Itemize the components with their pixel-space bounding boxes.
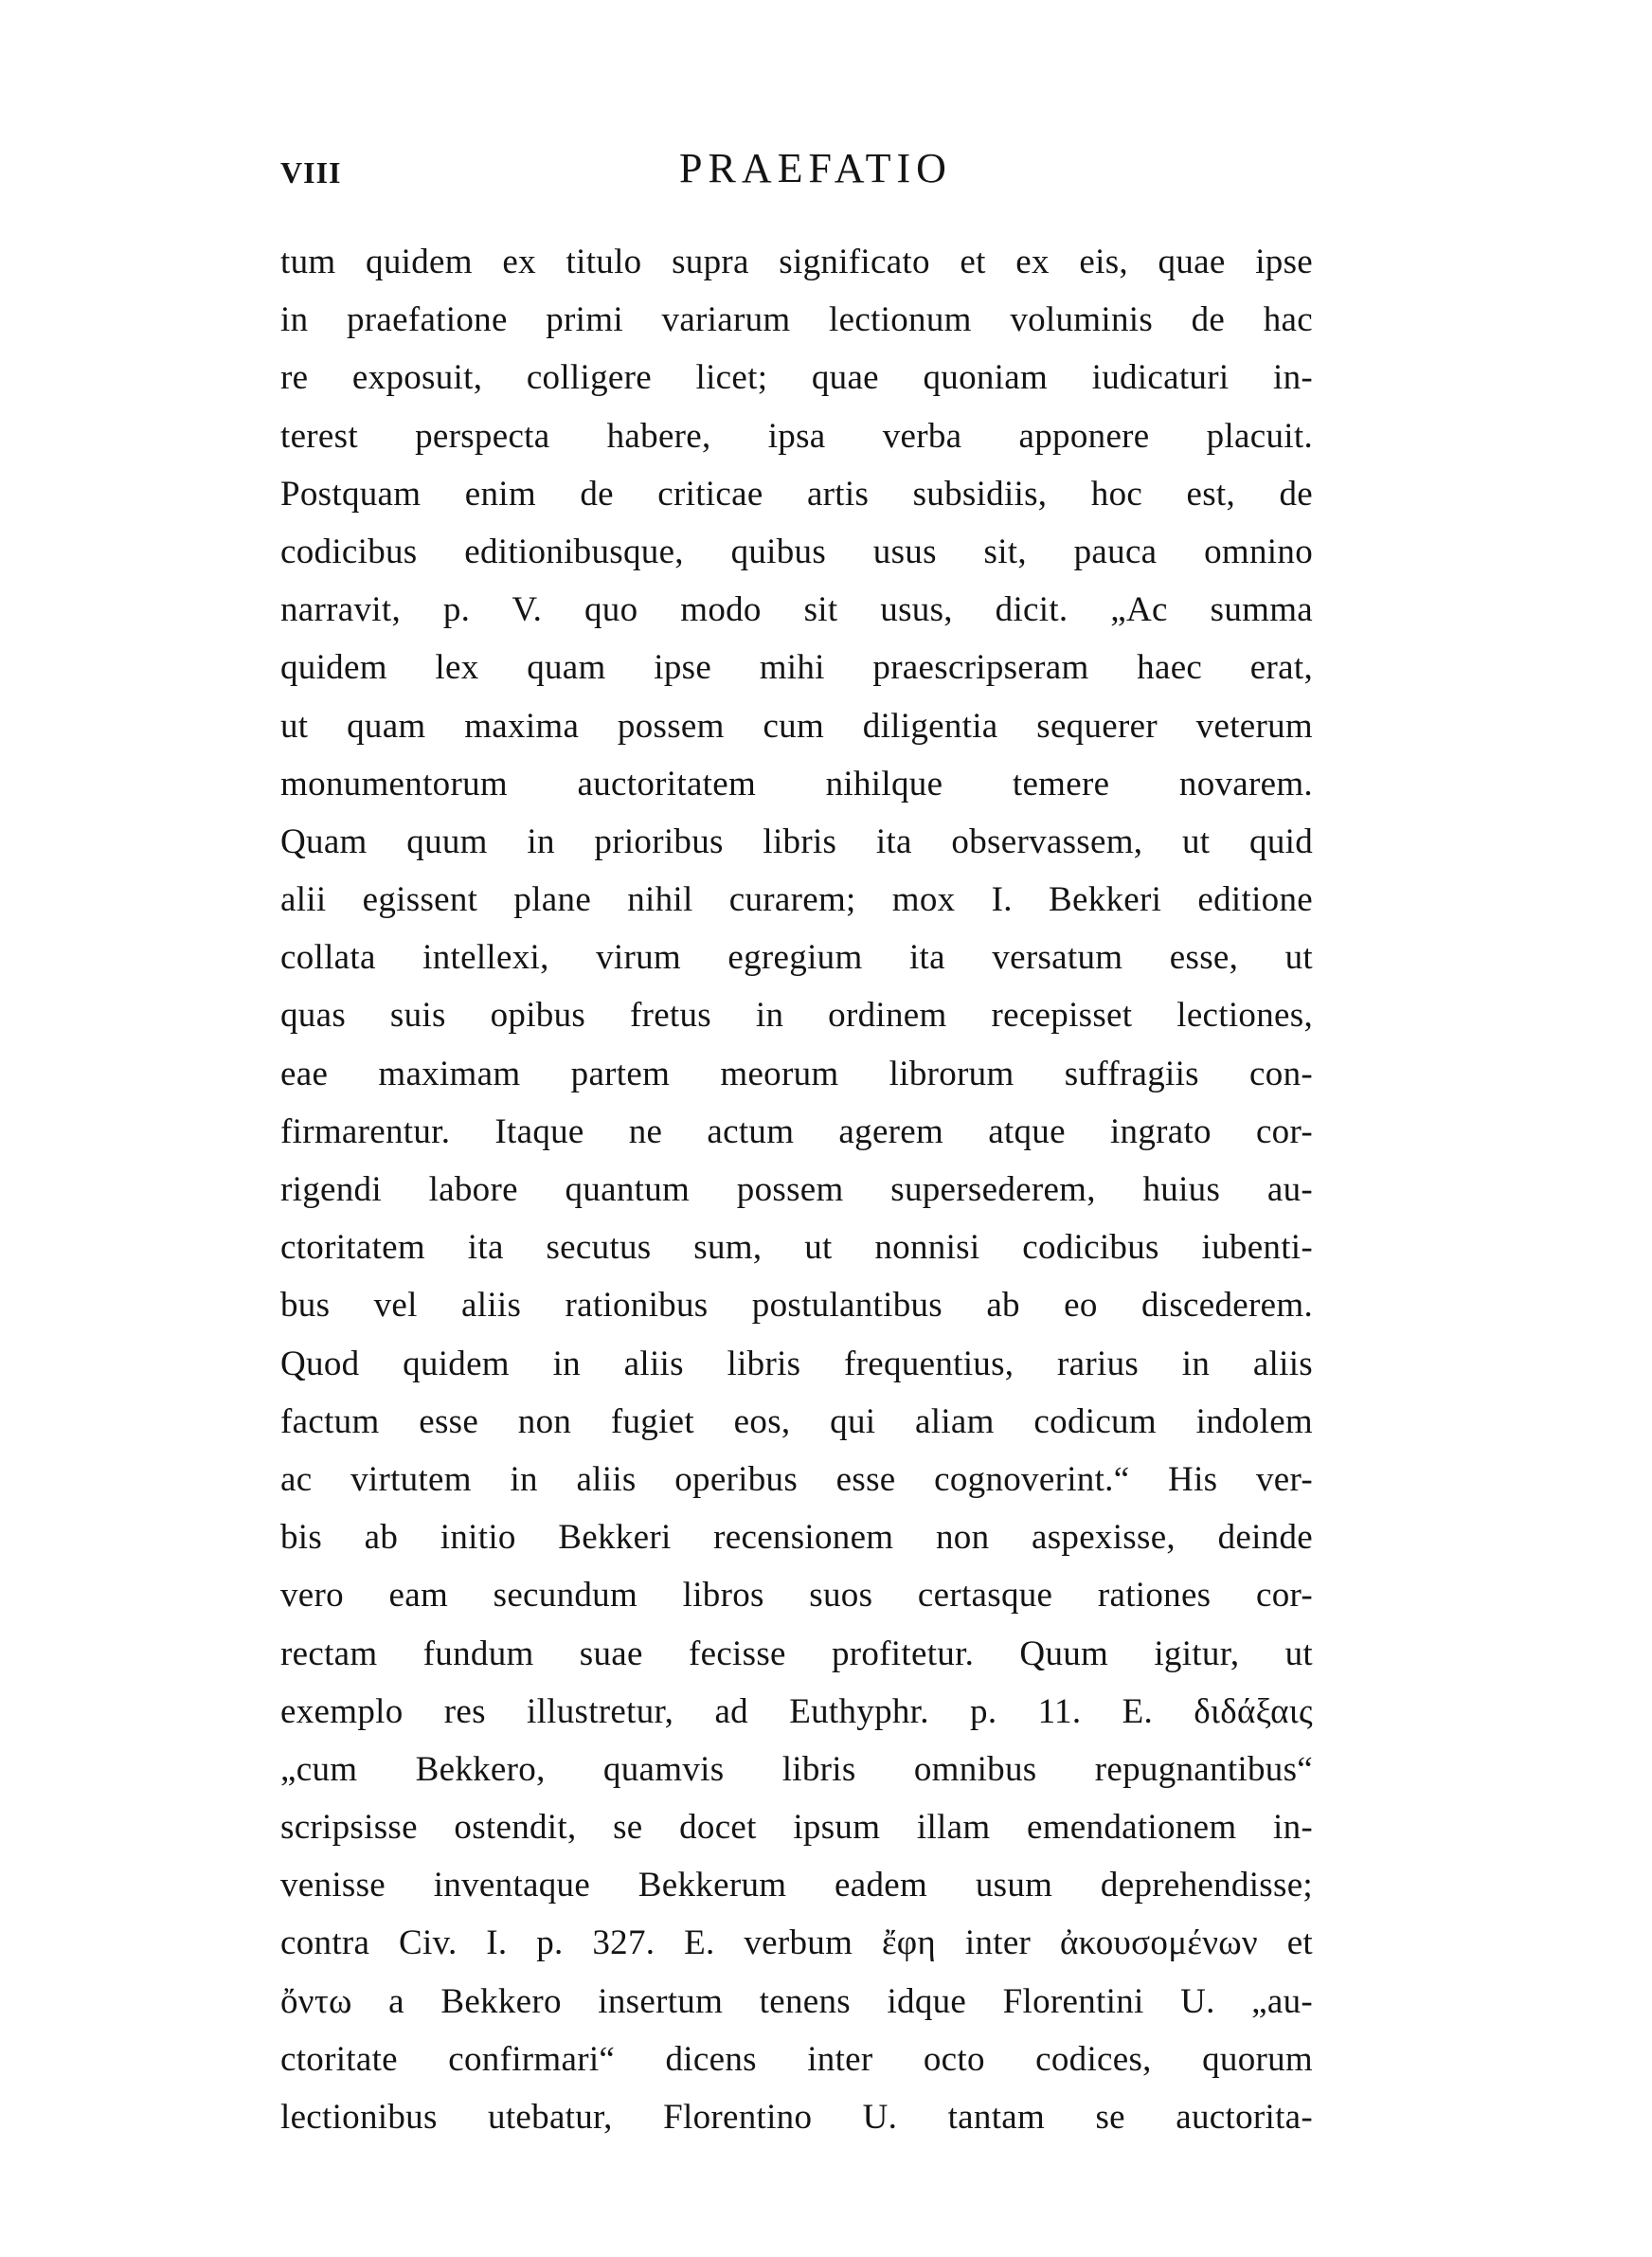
text-line: factum esse non fugiet eos, qui aliam codicum indolem <box>280 1401 1313 1441</box>
text-line: bis ab initio Bekkeri recensionem non aspexisse, deinde <box>280 1518 1313 1558</box>
text-line: Postquam enim de criticae artis subsidiis, hoc est, de <box>280 474 1313 514</box>
text-line: monumentorum auctoritatem nihilque temere novarem. <box>280 764 1313 803</box>
text-line: exemplo res illustretur, ad Euthyphr. p. 11. E. διδάξαις <box>280 1691 1313 1731</box>
text-line: ac virtutem in aliis operibus esse cognoverint.“ His ver- <box>280 1459 1313 1499</box>
text-line: rectam fundum suae fecisse profitetur. Quum igitur, ut <box>280 1634 1313 1673</box>
text-line: in praefatione primi variarum lectionum voluminis de hac <box>280 300 1313 340</box>
text-line: quas suis opibus fretus in ordinem recepisset lectiones, <box>280 996 1313 1036</box>
text-line: alii egissent plane nihil curarem; mox I. Bekkeri editione <box>280 880 1313 920</box>
text-line: ctoritatem ita secutus sum, ut nonnisi codicibus iubenti- <box>280 1228 1313 1268</box>
text-line: re exposuit, colligere licet; quae quoniam iudicaturi in- <box>280 358 1313 398</box>
text-line: „cum Bekkero, quamvis libris omnibus repugnantibus“ <box>280 1749 1313 1789</box>
text-line: eae maximam partem meorum librorum suffragiis con- <box>280 1054 1313 1093</box>
running-head <box>280 142 1313 199</box>
text-line: scripsisse ostendit, se docet ipsum illam emendationem in- <box>280 1808 1313 1848</box>
text-line: firmarentur. Itaque ne actum agerem atque ingrato cor- <box>280 1111 1313 1151</box>
text-line: rigendi labore quantum possem supersederem, huius au- <box>280 1170 1313 1209</box>
text-line: ὄντω a Bekkero insertum tenens idque Florentini U. „au- <box>280 1981 1313 2021</box>
text-line: contra Civ. I. p. 327. E. verbum ἔφη inter ἀκουσομένων et <box>280 1923 1313 1963</box>
text-line: Quod quidem in aliis libris frequentius, rarius in aliis <box>280 1344 1313 1383</box>
text-line: terest perspecta habere, ipsa verba apponere placuit. <box>280 416 1313 456</box>
text-line: quidem lex quam ipse mihi praescripseram haec erat, <box>280 648 1313 688</box>
text-line: ctoritate confirmari“ dicens inter octo codices, quorum <box>280 2039 1313 2079</box>
text-line: collata intellexi, virum egregium ita versatum esse, ut <box>280 938 1313 978</box>
text-line: venisse inventaque Bekkerum eadem usum deprehendisse; <box>280 1866 1313 1905</box>
text-line: bus vel aliis rationibus postulantibus ab eo discederem. <box>280 1286 1313 1326</box>
text-line: Quam quum in prioribus libris ita observassem, ut quid <box>280 822 1313 861</box>
text-line: codicibus editionibusque, quibus usus sit, pauca omnino <box>280 532 1313 571</box>
body-text <box>280 233 1313 2146</box>
text-line: tum quidem ex titulo supra significato et ex eis, quae ipse <box>280 243 1313 281</box>
text-line: narravit, p. V. quo modo sit usus, dicit. „Ac summa <box>280 590 1313 630</box>
text-line: vero eam secundum libros suos certasque rationes cor- <box>280 1576 1313 1616</box>
page-title: PRAEFATIO <box>679 145 952 191</box>
text-line: lectionibus utebatur, Florentino U. tantam se auctorita- <box>280 2098 1313 2137</box>
text-line: ut quam maxima possem cum diligentia sequerer veterum <box>280 706 1313 746</box>
page-number: VIII <box>280 155 342 190</box>
